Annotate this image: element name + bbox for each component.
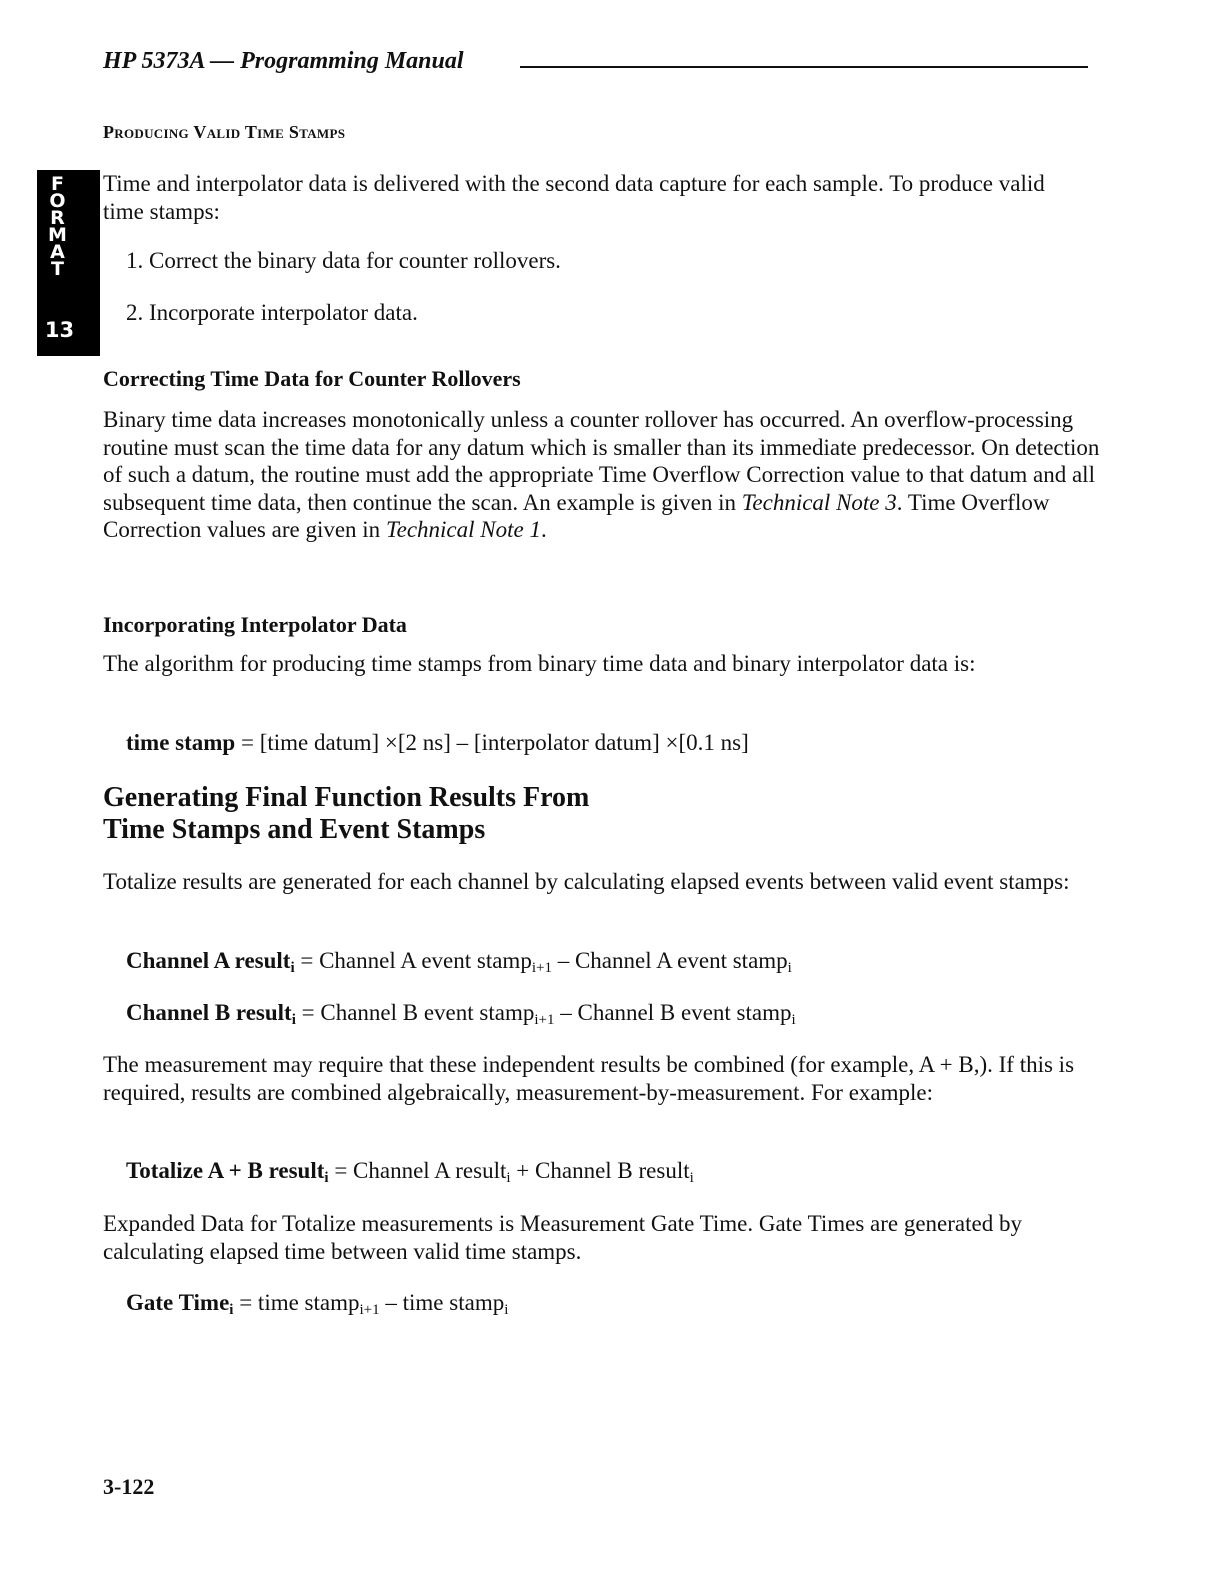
rollover-heading: Correcting Time Data for Counter Rollovers bbox=[103, 366, 521, 391]
formula-text: – Channel A event stamp bbox=[551, 948, 788, 973]
formula-text: – time stamp bbox=[379, 1290, 505, 1315]
step-item: 2. Incorporate interpolator data. bbox=[126, 300, 418, 325]
section-label: Producing Valid Time Stamps bbox=[103, 122, 346, 142]
formula-lhs: Gate Time bbox=[126, 1290, 230, 1315]
technical-note-ref: Technical Note 1 bbox=[385, 517, 541, 542]
totalize-paragraph: Totalize results are generated for each channel by calculating elapsed events between valid event stamps: bbox=[103, 869, 1070, 894]
heading-line: Generating Final Function Results From bbox=[103, 782, 590, 813]
text: . Time Overflow Correction values are given in bbox=[103, 489, 1050, 542]
channel-b-formula bbox=[126, 1000, 796, 1026]
subscript: i bbox=[504, 1302, 509, 1318]
subscript: i bbox=[787, 960, 792, 976]
gate-time-formula bbox=[126, 1290, 508, 1316]
channel-a-formula bbox=[126, 948, 792, 974]
heading-line: Time Stamps and Event Stamps bbox=[103, 814, 486, 845]
subscript: i bbox=[229, 1302, 234, 1318]
interp-paragraph: The algorithm for producing time stamps from binary time data and binary interpolator data is: bbox=[103, 651, 976, 676]
rollover-paragraph bbox=[103, 406, 1113, 544]
running-header: HP 5373A — Programming Manual bbox=[103, 48, 464, 74]
subscript: i bbox=[689, 1170, 694, 1186]
subscript: i bbox=[506, 1170, 511, 1186]
header-rule bbox=[520, 66, 1088, 68]
formula-text: = Channel A event stamp bbox=[294, 948, 532, 973]
formula-text: + Channel B result bbox=[510, 1158, 690, 1183]
formula-lhs: Channel A result bbox=[126, 948, 291, 973]
subscript: i bbox=[291, 1012, 296, 1028]
subscript: i+1 bbox=[359, 1302, 380, 1318]
formula-text: = Channel A result bbox=[328, 1158, 507, 1183]
formula-text: = Channel B event stamp bbox=[295, 1000, 535, 1025]
page-number: 3-122 bbox=[103, 1474, 155, 1499]
chapter-tab-label bbox=[37, 173, 100, 280]
tab-letter: M bbox=[48, 224, 67, 246]
subscript: i+1 bbox=[534, 1012, 555, 1028]
tab-letter: A bbox=[50, 241, 65, 263]
tab-letter: R bbox=[50, 207, 65, 229]
subscript: i bbox=[290, 960, 295, 976]
totalize-sum-formula bbox=[126, 1158, 694, 1184]
formula-rhs: = [time datum] ×[2 ns] – [interpolator datum] ×[0.1 ns] bbox=[235, 730, 749, 755]
subscript: i bbox=[324, 1170, 329, 1186]
technical-note-ref: Technical Note 3 bbox=[741, 489, 897, 515]
subscript: i bbox=[791, 1012, 796, 1028]
combine-paragraph: The measurement may require that these independent results be combined (for example, A + B,). If this is required, results are combined algebraically, measurement-by-measurement. For example: bbox=[103, 1052, 1075, 1105]
expanded-data-paragraph: Expanded Data for Totalize measurements is Measurement Gate Time. Gate Times are generated by calculating elapsed time between valid time stamps. bbox=[103, 1211, 1022, 1264]
tab-letter: F bbox=[51, 173, 64, 195]
intro-paragraph: Time and interpolator data is delivered with the second data capture for each sample. To produce valid time stamps: bbox=[103, 171, 1045, 224]
chapter-tab bbox=[37, 170, 100, 356]
tab-letter: T bbox=[51, 258, 64, 280]
text: Binary time data increases monotonically unless a counter rollover has occurred. An overflow-processing routine must scan the time data for any datum which is smaller than its immediate predecessor. On detection of such a datum, the routine must add the appropriate Time Overflow Correction value to that datum and all subsequent time data, then continue the scan. An example is given in bbox=[103, 407, 1100, 515]
formula-lhs: Channel B result bbox=[126, 1000, 292, 1025]
chapter-tab-number: 13 bbox=[44, 318, 75, 342]
interp-heading: Incorporating Interpolator Data bbox=[103, 612, 407, 637]
formula-lhs: Totalize A + B result bbox=[126, 1158, 325, 1183]
final-results-heading bbox=[103, 782, 589, 846]
formula-lhs: time stamp bbox=[126, 730, 236, 755]
tab-letter: O bbox=[49, 190, 66, 212]
formula-text: – Channel B event stamp bbox=[554, 1000, 792, 1025]
subscript: i+1 bbox=[531, 960, 552, 976]
step-item: 1. Correct the binary data for counter rollovers. bbox=[126, 248, 561, 273]
text: . bbox=[540, 517, 547, 542]
time-stamp-formula bbox=[126, 730, 749, 756]
formula-text: = time stamp bbox=[233, 1290, 360, 1315]
